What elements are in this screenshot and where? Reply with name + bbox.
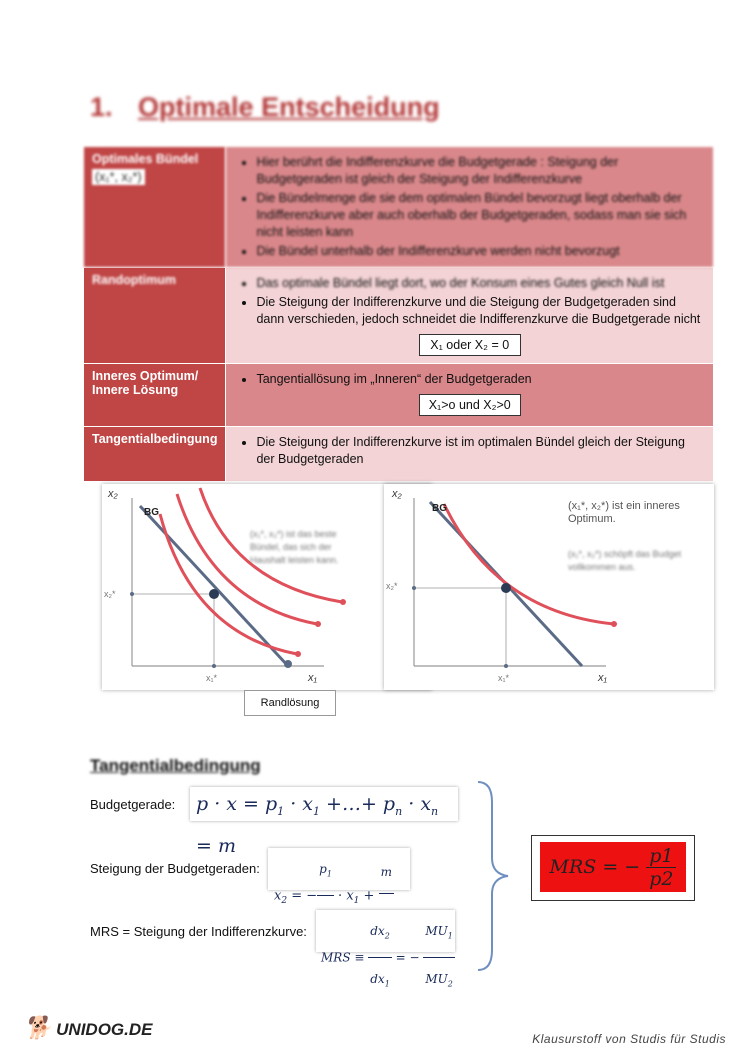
figure-caption: (x₁*, x₂*) schöpft das Budget vollkommen aus.	[568, 549, 682, 572]
x-axis-label: x₁	[308, 672, 317, 684]
curly-brace	[470, 778, 520, 974]
axis-marker	[212, 664, 216, 668]
budget-slope-row-label: Steigung der Budgetgeraden:	[90, 861, 260, 876]
table-row	[84, 268, 714, 364]
row-label-text: Optimales Bündel	[92, 152, 199, 166]
mrs-result-box	[531, 835, 695, 901]
x1-star-label: x₁*	[498, 673, 510, 683]
axis-marker	[130, 592, 134, 596]
row-label: Inneres Optimum/ Innere Lösung	[84, 364, 226, 427]
x-axis-label: x₁	[598, 672, 607, 684]
corner-point	[284, 660, 292, 668]
budget-line-label: BG	[432, 503, 447, 514]
page-title	[90, 92, 440, 123]
x2-star-label: x₂*	[386, 581, 398, 591]
list-item: • Die Steigung der Indifferenzkurve ist im optimalen Bündel gleich der Steigung der Budgetgeraden	[256, 434, 705, 468]
y-axis-label: x₂	[392, 488, 402, 500]
interior-optimum-figure	[384, 484, 714, 690]
footer-tagline: Klausurstoff von Studis für Studis	[532, 1032, 726, 1046]
x2-star-label: x₂*	[104, 589, 116, 599]
unidog-logo	[24, 1015, 152, 1041]
y-axis-label: x₂	[108, 488, 118, 500]
corner-solution-label: Randlösung	[244, 690, 336, 716]
list-item: • Tangentiallösung im „Inneren“ der Budgetgeraden	[256, 371, 705, 388]
mrs-row-label: MRS = Steigung der Indifferenzkurve:	[90, 924, 307, 939]
row-label: Tangentialbedingung	[84, 427, 226, 482]
x1-star-label: x₁*	[206, 673, 218, 683]
row-label-text: Randoptimum	[92, 273, 177, 287]
mrs-result-formula	[540, 842, 686, 892]
table-row	[84, 147, 714, 268]
section-title: Optimale Entscheidung	[138, 92, 440, 122]
row-label	[84, 268, 226, 364]
row-content	[226, 427, 714, 482]
definitions-table	[83, 146, 714, 482]
mrs-sign: −	[624, 856, 641, 878]
table-row	[84, 427, 714, 482]
list-item: • Das optimale Bündel liegt dort, wo der Konsum eines Gutes gleich Null ist	[256, 275, 705, 292]
corner-solution-figure	[102, 484, 432, 690]
axis-marker	[412, 586, 416, 590]
dog-icon: 🐕	[24, 1015, 52, 1040]
row-label	[84, 147, 226, 268]
mrs-numerator: p1	[646, 845, 676, 868]
optimum-point	[501, 583, 511, 593]
table-row	[84, 364, 714, 427]
section-number: 1.	[90, 92, 113, 122]
curve-marker	[611, 621, 617, 627]
condition-box: X₁ oder X₂ = 0	[419, 334, 521, 356]
list-item: • Die Steigung der Indifferenzkurve und die Steigung der Budgetgeraden sind dann verschieden, jedoch schneidet die Indifferenzkurve die Budgetgerade nicht	[256, 294, 705, 328]
figure-caption: (x₁*, x₂*) ist ein inneres Optimum.	[568, 500, 680, 525]
curve-marker	[340, 599, 346, 605]
curve-marker	[295, 651, 301, 657]
row-content	[226, 268, 714, 364]
optimal-bundle-math: (x₁*, x₂*)	[92, 169, 145, 185]
list-item: • Die Bündel unterhalb der Indifferenzkurve werden nicht bevorzugt	[256, 243, 705, 260]
mrs-denominator: p2	[649, 867, 674, 890]
budget-line-label: BG	[144, 507, 159, 518]
axis-marker	[504, 664, 508, 668]
optimum-point	[209, 589, 219, 599]
mrs-equation: MRS ≡ $\frac{dx_2}{dx_1}$ = − $\frac{MU_1}{MU_2}$	[316, 910, 455, 952]
list-item: • Die Bündelmenge die sie dem optimalen Bündel bevorzugt liegt oberhalb der Indifferenzkurve aber auch oberhalb der Budgetgeraden, sodass man sie sich nicht leisten kann	[256, 190, 705, 241]
budget-equation: $p \cdot x = p_1 \cdot x_1$ +…+ $p_n \cdot x_n = m$	[190, 787, 458, 821]
curve-marker	[315, 621, 321, 627]
row-content	[226, 364, 714, 427]
section-subtitle: Tangentialbedingung	[90, 756, 261, 775]
figure-caption: (x₁*, x₂*) ist das beste Bündel, das sich der Haushalt leisten kann.	[250, 529, 339, 565]
budget-slope-equation: $x_2$ = − $p_1$ · $x_1$ + m	[268, 848, 410, 890]
mrs-lhs: MRS =	[549, 856, 619, 878]
logo-text: UNIDOG.DE	[56, 1020, 153, 1039]
budget-line-row-label: Budgetgerade:	[90, 797, 176, 812]
row-content	[226, 147, 714, 268]
list-item: • Hier berührt die Indifferenzkurve die Budgetgerade : Steigung der Budgetgeraden ist gleich der Steigung der Indifferenzkurve	[256, 154, 705, 188]
condition-box: X₁>o und X₂>0	[419, 394, 521, 416]
